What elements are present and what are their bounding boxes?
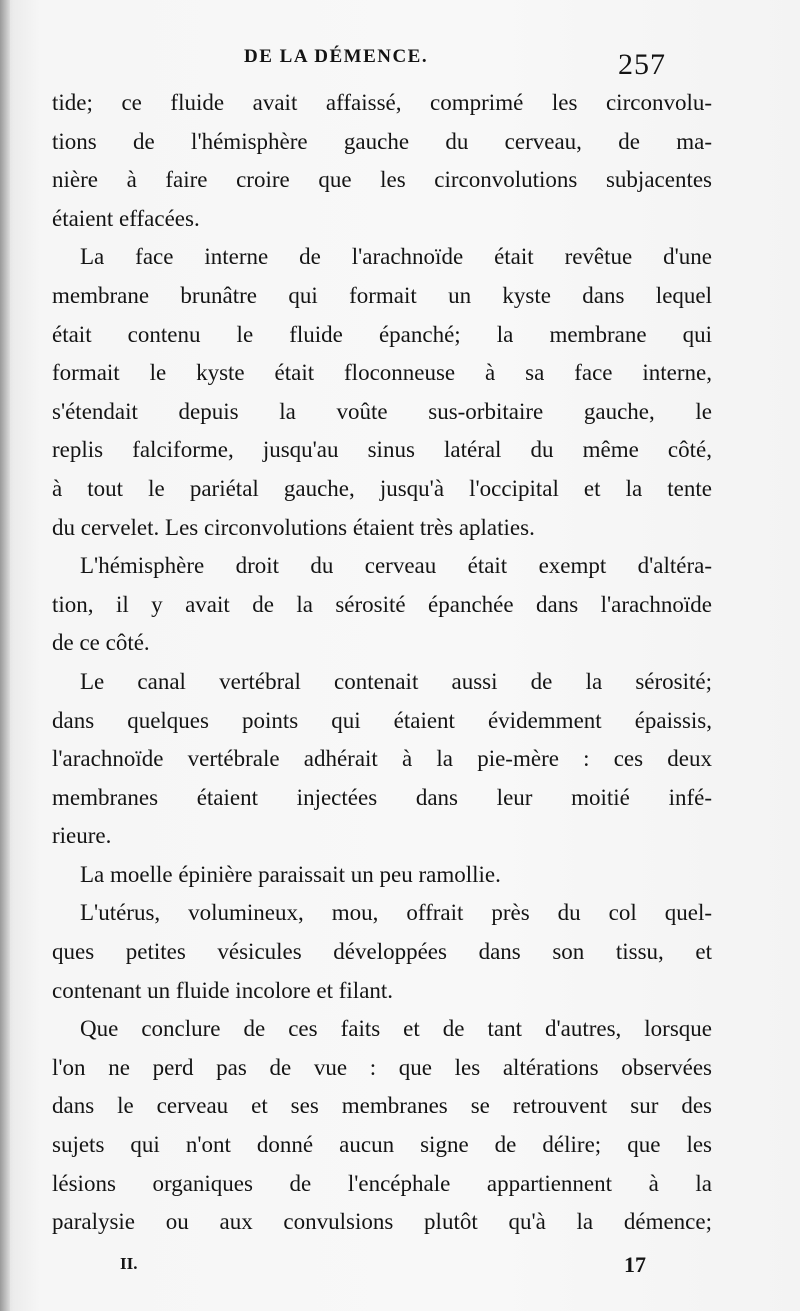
text-line: du cervelet. Les circonvolutions étaient très aplaties. <box>52 514 535 540</box>
text-line: paralysie ou aux convulsions plutôt qu'à la démence; <box>52 1209 712 1235</box>
body-text <box>52 84 712 1242</box>
text-line: L'utérus, volumineux, mou, offrait près du col quel- <box>80 900 712 926</box>
page-footer <box>0 1250 800 1290</box>
binding-gutter <box>0 0 10 1311</box>
text-line: sujets qui n'ont donné aucun signe de délire; que les <box>52 1132 712 1158</box>
text-line: tide; ce fluide avait affaissé, comprimé les circonvolu- <box>52 90 712 115</box>
text-line: formait le kyste était floconneuse à sa face interne, <box>52 360 712 386</box>
text-line: tions de l'hémisphère gauche du cerveau, de ma- <box>52 128 712 154</box>
running-head <box>0 42 800 82</box>
text-line: l'on ne perd pas de vue : que les altérations observées <box>52 1054 712 1080</box>
running-title: DE LA DÉMENCE. <box>244 46 429 67</box>
text-line: à tout le pariétal gauche, jusqu'à l'occipital et la tente <box>52 475 712 501</box>
text-line: de ce côté. <box>52 630 150 656</box>
text-line: était contenu le fluide épanché; la membrane qui <box>52 321 712 347</box>
text-line: dans le cerveau et ses membranes se retrouvent sur des <box>52 1093 712 1119</box>
text-line: Que conclure de ces faits et de tant d'autres, lorsque <box>80 1016 712 1042</box>
text-line: nière à faire croire que les circonvolutions subjacentes <box>52 167 712 193</box>
text-line: ques petites vésicules développées dans son tissu, et <box>52 939 712 965</box>
text-line: membrane brunâtre qui formait un kyste dans lequel <box>52 282 712 308</box>
text-line: tion, il y avait de la sérosité épanchée dans l'arachnoïde <box>52 591 712 617</box>
signature-mark: II. <box>120 1254 138 1273</box>
text-line: Le canal vertébral contenait aussi de la sérosité; <box>80 668 712 694</box>
text-line: La face interne de l'arachnoïde était revêtue d'une <box>80 244 712 270</box>
text-line: rieure. <box>52 823 112 849</box>
text-line: contenant un fluide incolore et filant. <box>52 977 394 1003</box>
text-line: dans quelques points qui étaient évidemment épaissis, <box>52 707 712 733</box>
text-line: lésions organiques de l'encéphale appartiennent à la <box>52 1170 712 1196</box>
text-line: La moelle épinière paraissait un peu ramollie. <box>80 861 501 887</box>
text-line: replis falciforme, jusqu'au sinus latéral du même côté, <box>52 437 712 463</box>
text-line: membranes étaient injectées dans leur moitié infé- <box>52 784 712 810</box>
text-line: l'arachnoïde vertébrale adhérait à la pie-mère : ces deux <box>52 746 712 772</box>
text-line: étaient effacées. <box>52 205 200 231</box>
page-number: 257 <box>618 48 666 81</box>
sheet-number: 17 <box>624 1252 646 1277</box>
text-line: s'étendait depuis la voûte sus-orbitaire gauche, le <box>52 398 712 424</box>
text-line: L'hémisphère droit du cerveau était exempt d'altéra- <box>80 553 712 579</box>
